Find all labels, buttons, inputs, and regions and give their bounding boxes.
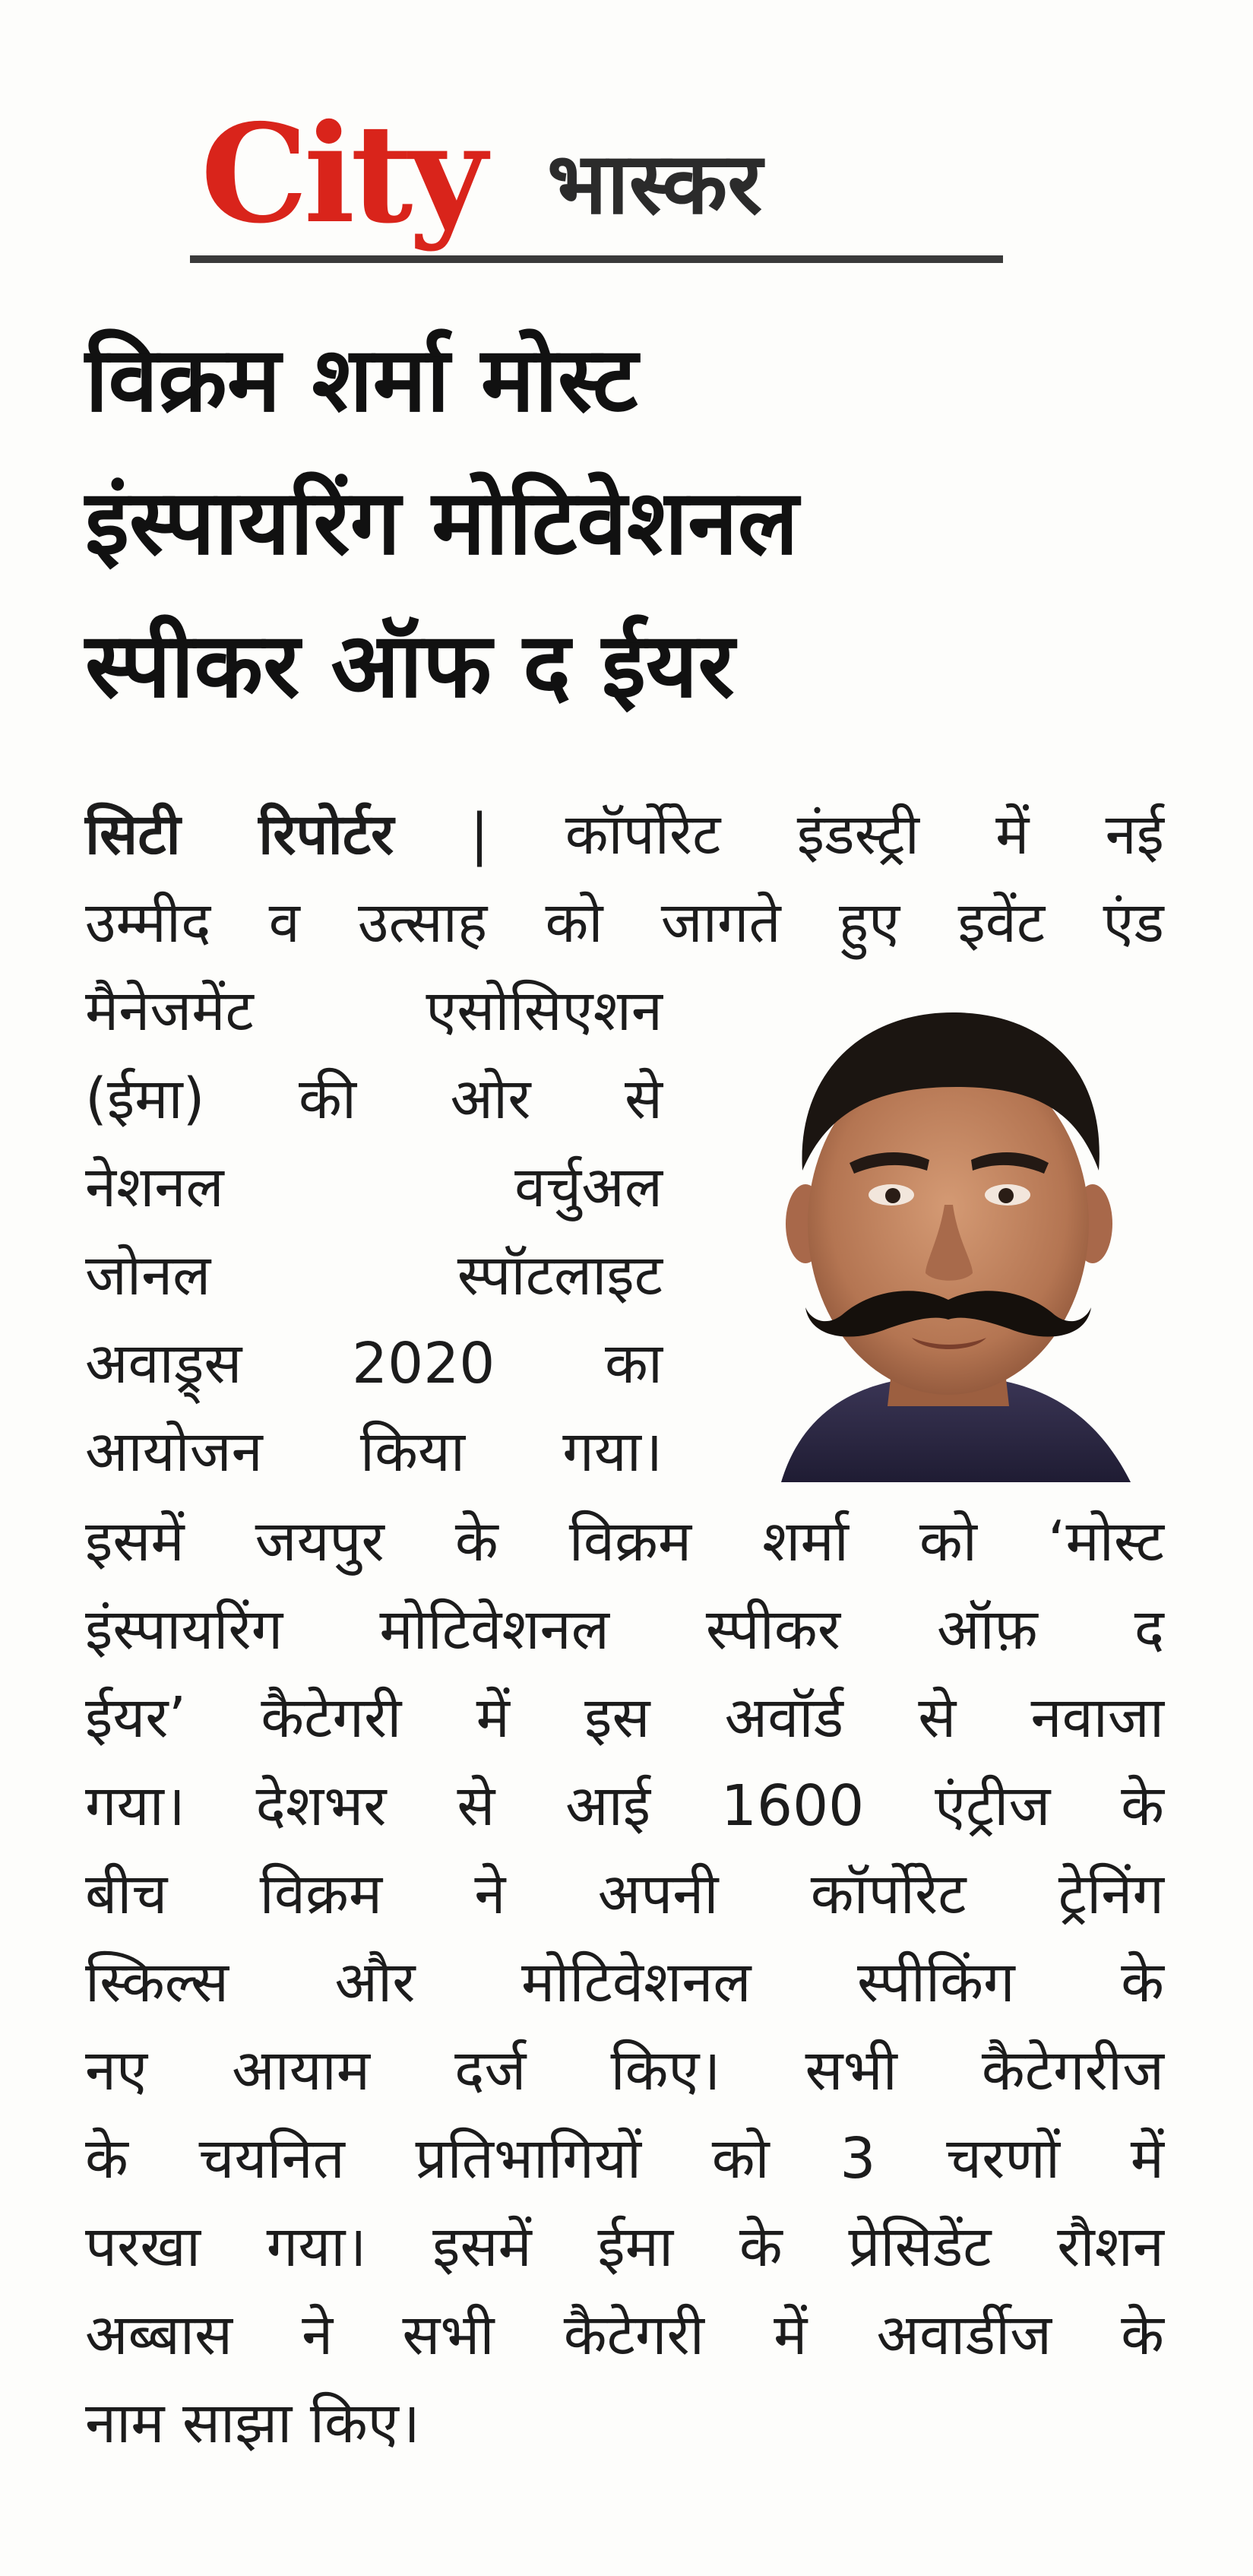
intro-text: कॉर्पोरेट इंडस्ट्री में नई (565, 802, 1164, 867)
text-line: आयोजन किया गया। (85, 1419, 663, 1484)
headline-line: स्पीकर ऑफ द ईयर (85, 613, 735, 718)
byline: सिटी रिपोर्टर (85, 802, 394, 867)
text-line: अब्बास ने सभी कैटेगरी में अवार्डीज के (85, 2302, 1164, 2368)
headline-line: इंस्पायरिंग मोटिवेशनल (85, 470, 799, 575)
text-line: नेशनल वर्चुअल (85, 1155, 663, 1220)
text-line: नए आयाम दर्ज किए। सभी कैटेगरीज (85, 2038, 1164, 2103)
text-line: स्किल्स और मोटिवेशनल स्पीकिंग के (85, 1950, 1164, 2015)
intro-line: उम्मीद व उत्साह को जागते हुए इवेंट एंड (85, 890, 1164, 955)
byline-separator: | (470, 802, 489, 867)
text-line: परखा गया। इसमें ईमा के प्रेसिडेंट रौशन (85, 2214, 1164, 2280)
text-line: (ईमा) की ओर से (85, 1066, 663, 1132)
article-wrap-text (85, 967, 663, 1496)
text-line: के चयनित प्रतिभागियों को 3 चरणों में (85, 2126, 1164, 2191)
masthead (190, 94, 1003, 281)
text-line: इंस्पायरिंग मोटिवेशनल स्पीकर ऑफ़ द (85, 1597, 1164, 1662)
headline-line: विक्रम शर्मा मोस्ट (85, 327, 638, 432)
logo-bhaskar: भास्कर (547, 138, 763, 230)
text-line: अवाड्र्स 2020 का (85, 1331, 663, 1396)
logo-city: City (201, 94, 483, 253)
text-line: बीच विक्रम ने अपनी कॉर्पोरेट ट्रेनिंग (85, 1862, 1164, 1927)
portrait-illustration (736, 981, 1161, 1482)
text-line: जोनल स्पॉटलाइट (85, 1243, 663, 1308)
text-line: इसमें जयपुर के विक्रम शर्मा को ‘मोस्ट (85, 1509, 1164, 1574)
text-line: गया। देशभर से आई 1600 एंट्रीज के (85, 1773, 1164, 1839)
text-line: नाम साझा किए। (85, 2391, 420, 2456)
headline (85, 308, 1179, 737)
article-intro (85, 791, 1164, 967)
portrait-photo (736, 981, 1161, 1482)
text-line: मैनेजमेंट एसोसिएशन (85, 978, 663, 1044)
text-line: ईयर’ कैटेगरी में इस अवॉर्ड से नवाजा (85, 1685, 1164, 1751)
article-body (85, 1497, 1164, 2467)
masthead-rule (190, 255, 1003, 263)
intro-line (85, 791, 1164, 879)
